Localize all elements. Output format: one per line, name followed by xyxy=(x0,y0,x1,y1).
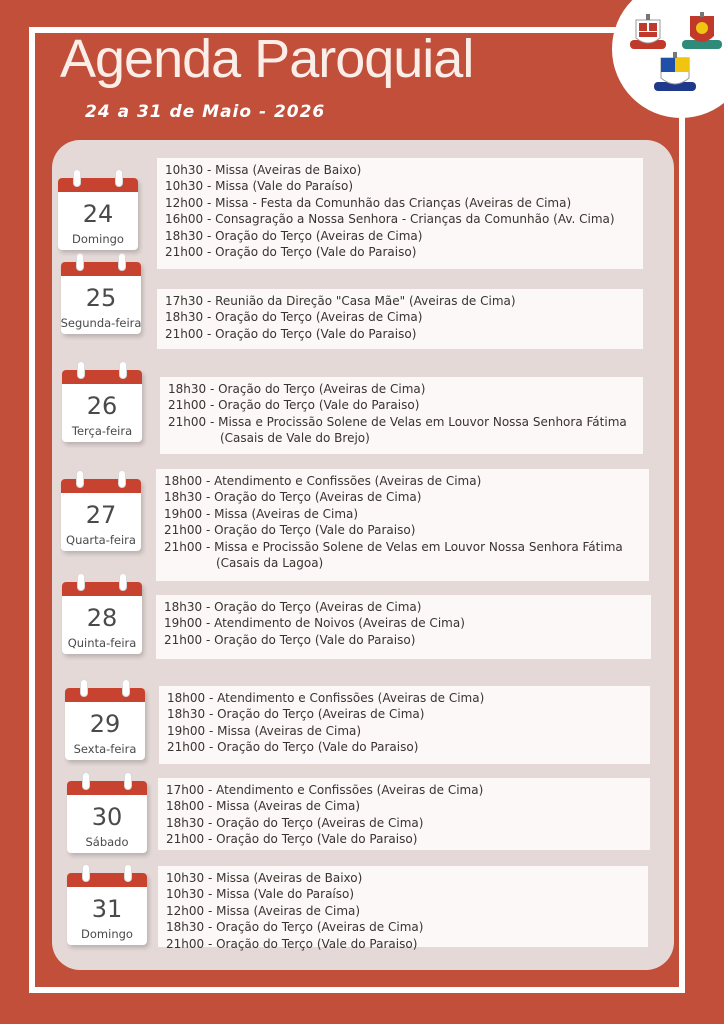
schedule-panel xyxy=(52,140,674,970)
event-item: 18h00 - Atendimento e Confissões (Aveiras de Cima) xyxy=(167,691,485,705)
calendar-icon-28 xyxy=(62,574,142,654)
event-item: 21h00 - Oração do Terço (Vale do Paraiso) xyxy=(164,523,416,538)
event-item-continuation: (Casais da Lagoa) xyxy=(216,556,324,571)
day-number: 31 xyxy=(91,895,123,923)
event-item: 10h30 - Missa (Vale do Paraíso) xyxy=(166,887,355,902)
event-item: 21h00 - Missa e Procissão Solene de Velas em Louvor Nossa Senhora Fátima xyxy=(168,414,627,429)
calendar-icon-30 xyxy=(67,773,147,853)
weekday-label: Domingo xyxy=(81,927,133,941)
day-number: 30 xyxy=(91,803,123,831)
event-item: 18h30 - Oração do Terço (Aveiras de Cima) xyxy=(165,310,423,325)
event-item: 16h00 - Consagração a Nossa Senhora - Crianças da Comunhão (Av. Cima) xyxy=(165,212,615,227)
day-number: 25 xyxy=(85,284,117,312)
weekday-label: Quarta-feira xyxy=(66,533,136,547)
day-number: 27 xyxy=(85,501,117,529)
calendar-icon-24 xyxy=(58,170,138,250)
event-item: 18h30 - Oração do Terço (Aveiras de Cima) xyxy=(164,600,422,614)
day-events-28 xyxy=(156,595,651,659)
event-item: 17h00 - Atendimento e Confissões (Aveiras de Cima) xyxy=(166,783,484,797)
weekday-label: Domingo xyxy=(72,232,124,246)
event-item: 21h00 - Oração do Terço (Vale do Paraiso) xyxy=(165,326,417,341)
event-item: 19h00 - Atendimento de Noivos (Aveiras de Cima) xyxy=(164,616,465,631)
event-item: 18h30 - Oração do Terço (Aveiras de Cima) xyxy=(168,382,426,396)
calendar-icon-27 xyxy=(61,471,141,551)
day-number: 26 xyxy=(86,392,118,420)
event-item: 10h30 - Missa (Aveiras de Baixo) xyxy=(165,163,362,177)
event-item: 21h00 - Oração do Terço (Vale do Paraiso) xyxy=(167,740,419,755)
event-item: 19h00 - Missa (Aveiras de Cima) xyxy=(167,723,362,738)
event-item: 18h30 - Oração do Terço (Aveiras de Cima) xyxy=(166,920,424,935)
day-number: 24 xyxy=(82,200,114,228)
event-item: 21h00 - Oração do Terço (Vale do Paraiso) xyxy=(168,398,420,413)
day-events-31 xyxy=(158,866,648,951)
weekday-label: Quinta-feira xyxy=(67,636,137,650)
event-item: 10h30 - Missa (Aveiras de Baixo) xyxy=(166,871,363,885)
event-item: 18h30 - Oração do Terço (Aveiras de Cima) xyxy=(165,228,423,243)
event-item: 18h30 - Oração do Terço (Aveiras de Cima) xyxy=(167,707,425,722)
calendar-icon-25 xyxy=(61,254,141,334)
event-item: 21h00 - Oração do Terço (Vale do Paraiso) xyxy=(166,832,418,847)
event-item: 19h00 - Missa (Aveiras de Cima) xyxy=(164,506,359,521)
event-item: 21h00 - Oração do Terço (Vale do Paraiso) xyxy=(164,632,416,647)
weekday-label: Sábado xyxy=(85,835,129,849)
day-events-27 xyxy=(156,469,649,581)
date-range: 24 a 31 de Maio - 2026 xyxy=(85,102,326,122)
weekday-label: Sexta-feira xyxy=(73,742,137,756)
event-item: 18h00 - Atendimento e Confissões (Aveiras de Cima) xyxy=(164,474,482,488)
event-item: 18h30 - Oração do Terço (Aveiras de Cima) xyxy=(164,490,422,505)
event-item: 18h30 - Oração do Terço (Aveiras de Cima) xyxy=(166,815,424,830)
day-events-30 xyxy=(158,778,650,850)
event-item: 17h30 - Reunião da Direção "Casa Mãe" (Aveiras de Cima) xyxy=(165,294,516,308)
weekday-label: Terça-feira xyxy=(71,424,133,438)
page-title: Agenda Paroquial xyxy=(60,29,474,89)
event-item: 10h30 - Missa (Vale do Paraíso) xyxy=(165,179,354,194)
parish-crest-green-icon xyxy=(680,12,724,56)
event-item: 21h00 - Oração do Terço (Vale do Paraiso) xyxy=(166,936,418,951)
calendar-icon-31 xyxy=(67,865,147,945)
day-number: 29 xyxy=(89,710,121,738)
parish-crest-red-icon xyxy=(626,14,670,56)
event-item: 21h00 - Oração do Terço (Vale do Paraiso) xyxy=(165,245,417,260)
parish-crest-blue-icon xyxy=(652,52,698,96)
event-item: 18h00 - Missa (Aveiras de Cima) xyxy=(166,799,361,814)
day-events-25 xyxy=(157,289,643,349)
day-number: 28 xyxy=(86,604,118,632)
day-events-26 xyxy=(160,377,643,454)
day-events-24 xyxy=(157,158,643,269)
calendar-icon-26 xyxy=(62,362,142,442)
event-item-continuation: (Casais de Vale do Brejo) xyxy=(220,431,370,446)
calendar-icon-29 xyxy=(65,680,145,760)
event-item: 12h00 - Missa - Festa da Comunhão das Crianças (Aveiras de Cima) xyxy=(165,195,572,210)
day-events-29 xyxy=(159,686,650,764)
event-item: 12h00 - Missa (Aveiras de Cima) xyxy=(166,903,361,918)
event-item: 21h00 - Missa e Procissão Solene de Velas em Louvor Nossa Senhora Fátima xyxy=(164,539,623,554)
weekday-label: Segunda-feira xyxy=(60,316,142,330)
